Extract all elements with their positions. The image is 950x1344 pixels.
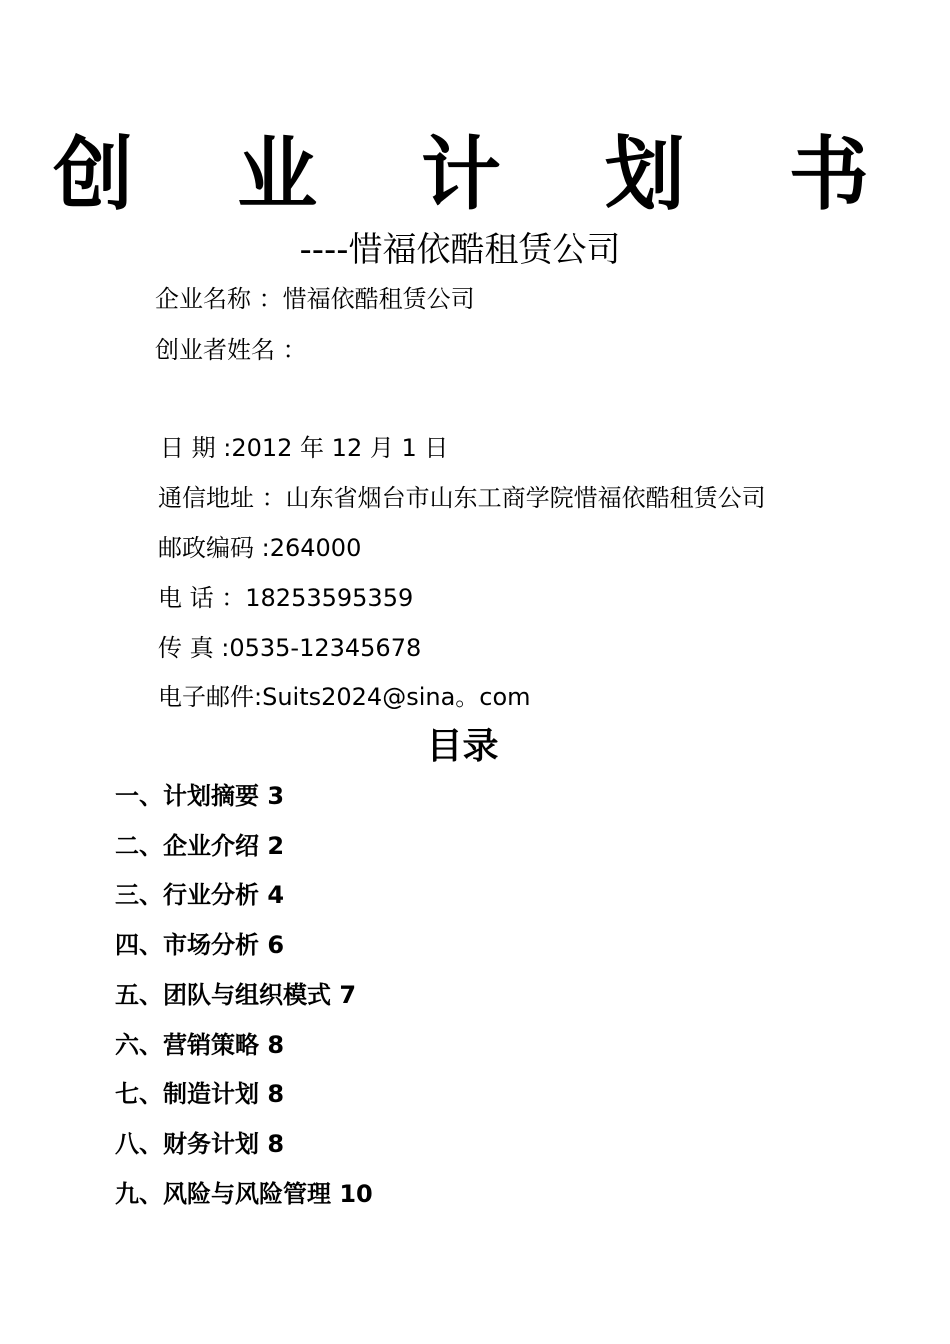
date-value: 2012 年 12 月 1 日 bbox=[231, 434, 449, 462]
company-name-value: 惜福依酷租赁公司 bbox=[282, 285, 475, 313]
toc-item: 六、营销策略 8 bbox=[115, 1031, 285, 1059]
toc-item: 七、制造计划 8 bbox=[115, 1080, 285, 1108]
toc-item: 五、团队与组织模式 7 bbox=[115, 981, 357, 1009]
toc-item: 九、风险与风险管理 10 bbox=[115, 1180, 373, 1208]
date-line bbox=[160, 432, 448, 464]
postcode-label: 邮政编码 : bbox=[158, 534, 270, 562]
founder-name-label: 创业者姓名 ： bbox=[155, 336, 307, 364]
founder-name-line bbox=[155, 334, 307, 366]
phone-value: 18253595359 bbox=[245, 584, 414, 612]
toc-heading: 目录 bbox=[426, 726, 499, 767]
fax-value: 0535-12345678 bbox=[229, 634, 422, 662]
email-value: Suits2024@sina。com bbox=[262, 683, 531, 711]
email-line bbox=[158, 681, 531, 713]
postcode-line bbox=[158, 532, 361, 564]
toc-item: 三、行业分析 4 bbox=[115, 881, 285, 909]
company-name-line bbox=[155, 283, 475, 315]
document-subtitle: ----惜福依酷租赁公司 bbox=[299, 230, 621, 270]
fax-label: 传 真 : bbox=[158, 634, 230, 662]
toc-item: 八、财务计划 8 bbox=[115, 1130, 285, 1158]
company-name-label: 企业名称 ： bbox=[155, 285, 283, 313]
document-title: 创 业 计 划 书 bbox=[53, 128, 907, 221]
address-label: 通信地址 ： bbox=[158, 484, 286, 512]
fax-line bbox=[158, 632, 421, 664]
postcode-value: 264000 bbox=[269, 534, 362, 562]
phone-line bbox=[158, 582, 413, 614]
email-label: 电子邮件: bbox=[158, 683, 263, 711]
date-label: 日 期 : bbox=[160, 434, 232, 462]
phone-label: 电 话 ： bbox=[158, 584, 246, 612]
toc-item: 四、市场分析 6 bbox=[115, 931, 285, 959]
toc-item: 一、计划摘要 3 bbox=[115, 782, 285, 810]
toc-item: 二、企业介绍 2 bbox=[115, 832, 285, 860]
address-line bbox=[158, 482, 766, 514]
address-value: 山东省烟台市山东工商学院惜福依酷租赁公司 bbox=[285, 484, 766, 512]
